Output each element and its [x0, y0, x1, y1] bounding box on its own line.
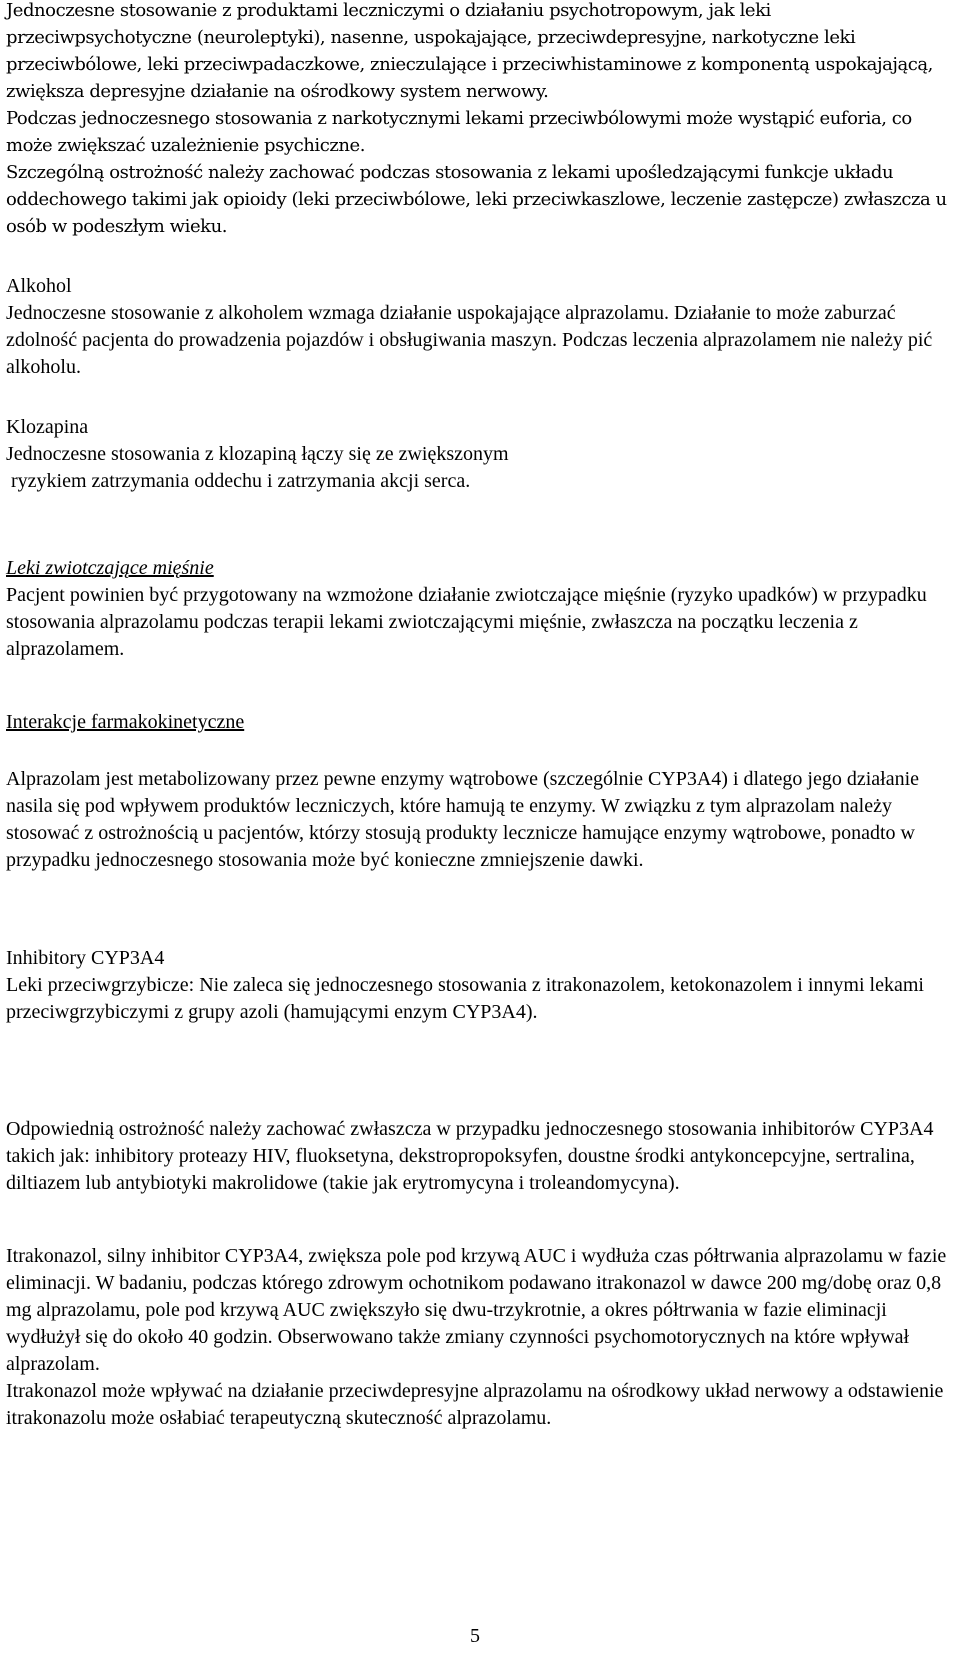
itraconazole-paragraph-2: Itrakonazol może wpływać na działanie przeciwdepresyjne alprazolamu na ośrodkowy układ nerwowy a odstawienie itrakonazolu może osłabiać terapeutyczną skuteczność alprazolamu.	[6, 1380, 944, 1429]
pharmacokinetic-heading-block	[6, 709, 948, 736]
itraconazole-paragraph-1: Itrakonazol, silny inhibitor CYP3A4, zwiększa pole pod krzywą AUC i wydłuża czas półtrwania alprazolamu w fazie eliminacji. W badaniu, podczas którego zdrowym ochotnikom podawano itrakonazol w dawce 200 mg/dobę oraz 0,8 mg alprazolamu, pole pod krzywą AUC zwiększyło się dwu-trzykrotnie, a okres półtrwania w fazie eliminacji wydłużył się do około 40 godzin. Obserwowano także zmiany czynności psychomotorycznych na które wpływał alprazolam.	[6, 1245, 947, 1375]
clozapine-heading: Klozapina	[6, 416, 89, 438]
paragraph-respiratory-caution: Szczególną ostrożność należy zachować podczas stosowania z lekami upośledzającymi funkcje układu oddechowego takimi jak opioidy (leki przeciwbólowe, leki przeciwkaszlowe, leczenie zastępcze) zwłaszcza u osób w podeszłym wieku.	[6, 162, 947, 237]
muscle-relaxants-heading: Leki zwiotczające mięśnie	[6, 557, 214, 579]
clozapine-line-2: ryzykiem zatrzymania oddechu i zatrzymania akcji serca.	[6, 470, 471, 492]
paragraph-psychotropic: Jednoczesne stosowanie z produktami leczniczymi o działaniu psychotropowym, jak leki przeciwpsychotyczne (neuroleptyki), nasenne, uspokajające, przeciwdepresyjne, narkotyczne leki przeciwbólowe, leki przeciwpadaczkowe, znieczulające i przeciwhistaminowe z komponentą uspokajającą, zwiększa depresyjne działanie na ośrodkowy system nerwowy.	[6, 0, 933, 102]
muscle-relaxants-section	[6, 555, 948, 663]
alcohol-text: Jednoczesne stosowanie z alkoholem wzmaga działanie uspokajające alprazolamu. Działanie to może zaburzać zdolność pacjenta do prowadzenia pojazdów i obsługiwania maszyn. Podczas leczenia alprazolamem nie należy pić alkoholu.	[6, 302, 933, 378]
cyp3a4-text: Leki przeciwgrzybicze: Nie zaleca się jednoczesnego stosowania z itrakonazolem, ketokonazolem i innymi lekami przeciwgrzybiczymi z grupy azoli (hamującymi enzym CYP3A4).	[6, 974, 924, 1023]
clozapine-line-1: Jednoczesne stosowania z klozapiną łączy się ze zwiększonym	[6, 443, 509, 465]
alcohol-section	[6, 273, 948, 381]
pharmacokinetic-heading: Interakcje farmakokinetyczne	[6, 711, 245, 733]
paragraph-narcotic-analgesics: Podczas jednoczesnego stosowania z narkotycznymi lekami przeciwbólowymi może wystąpić euforia, co może zwiększać uzależnienie psychiczne.	[6, 108, 912, 156]
cyp3a4-section	[6, 945, 948, 1026]
page-number: 5	[470, 1625, 480, 1647]
muscle-relaxants-text: Pacjent powinien być przygotowany na wzmożone działanie zwiotczające mięśnie (ryzyko upadków) w przypadku stosowania alprazolamu podczas terapii lekami zwiotczającymi mięśnie, zwłaszcza na początku leczenia z alprazolamem.	[6, 584, 927, 660]
cyp3a4-heading: Inhibitory CYP3A4	[6, 947, 165, 969]
psychotropic-interactions-section	[6, 0, 948, 240]
caution-text: Odpowiednią ostrożność należy zachować zwłaszcza w przypadku jednoczesnego stosowania inhibitorów CYP3A4 takich jak: inhibitory proteazy HIV, fluoksetyna, dekstropropoksyfen, doustne środki antykoncepcyjne, sertralina, diltiazem lub antybiotyki makrolidowe (takie jak erytromycyna i troleandomycyna).	[6, 1118, 934, 1194]
itraconazole-section	[6, 1243, 948, 1432]
pharmacokinetic-section	[6, 766, 948, 874]
pharmacokinetic-text: Alprazolam jest metabolizowany przez pewne enzymy wątrobowe (szczególnie CYP3A4) i dlatego jego działanie nasila się pod wpływem produktów leczniczych, które hamują te enzymy. W związku z tym alprazolam należy stosować z ostrożnością u pacjentów, którzy stosują produkty lecznicze hamujące enzymy wątrobowe, ponadto w przypadku jednoczesnego stosowania może być konieczne zmniejszenie dawki.	[6, 768, 919, 871]
caution-section	[6, 1116, 948, 1197]
alcohol-heading: Alkohol	[6, 275, 72, 297]
clozapine-section	[6, 414, 948, 495]
